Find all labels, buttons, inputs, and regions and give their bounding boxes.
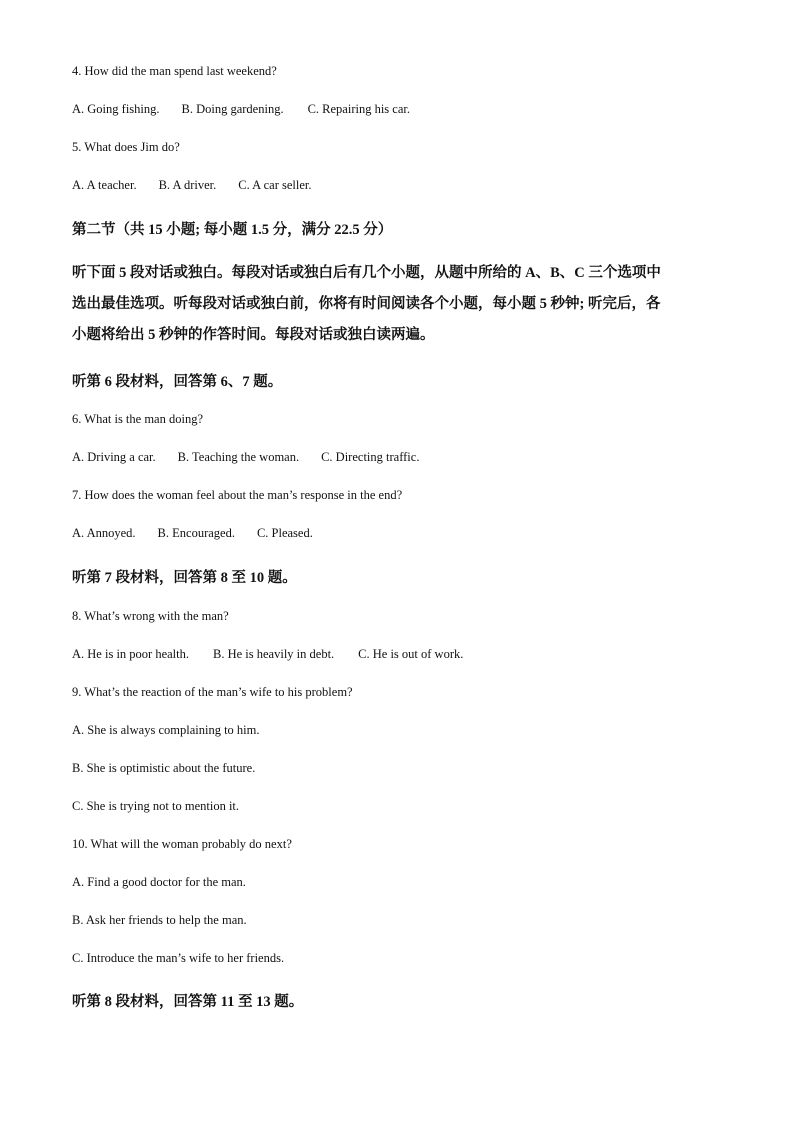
option-a: A. A teacher. xyxy=(72,178,137,192)
option-b: B. Doing gardening. xyxy=(181,102,284,116)
question-4-options xyxy=(72,102,410,117)
option-c: C. Pleased. xyxy=(256,526,313,540)
section-2-instructions xyxy=(72,258,724,351)
instructions-line-3: 小题将给出 5 秒钟的作答时间。每段对话或独白读两遍。 xyxy=(72,327,435,343)
question-4: 4. How did the man spend last weekend? xyxy=(72,64,277,78)
passage-7-heading: 听第 7 段材料，回答第 8 至 10 题。 xyxy=(72,570,297,586)
question-8-options xyxy=(72,647,463,662)
option-b: B. Encouraged. xyxy=(157,526,235,540)
question-10: 10. What will the woman probably do next? xyxy=(72,837,292,851)
question-7: 7. How does the woman feel about the man’s response in the end? xyxy=(72,488,403,502)
question-5-options xyxy=(72,178,311,193)
option-a: A. Annoyed. xyxy=(72,526,136,540)
option-a: A. Driving a car. xyxy=(72,450,156,464)
question-8: 8. What’s wrong with the man? xyxy=(72,609,229,623)
question-10-option-a: A. Find a good doctor for the man. xyxy=(72,875,246,889)
question-9: 9. What’s the reaction of the man’s wife to his problem? xyxy=(72,685,353,699)
option-c: C. He is out of work. xyxy=(358,647,464,661)
question-5: 5. What does Jim do? xyxy=(72,140,180,154)
option-b: B. He is heavily in debt. xyxy=(213,647,335,661)
question-10-option-c: C. Introduce the man’s wife to her friends. xyxy=(72,951,285,965)
option-a: A. Going fishing. xyxy=(72,102,160,116)
question-9-option-a: A. She is always complaining to him. xyxy=(72,723,260,737)
instructions-line-1: 听下面 5 段对话或独白。每段对话或独白后有几个小题，从题中所给的 A、B、C 三个选项中 xyxy=(72,265,661,281)
question-9-option-c: C. She is trying not to mention it. xyxy=(72,799,240,813)
question-6-options xyxy=(72,450,419,465)
question-6: 6. What is the man doing? xyxy=(72,412,203,426)
option-c: C. Directing traffic. xyxy=(321,450,420,464)
question-7-options xyxy=(72,526,313,541)
option-c: C. Repairing his car. xyxy=(307,102,410,116)
instructions-line-2: 选出最佳选项。听每段对话或独白前，你将有时间阅读各个小题，每小题 5 秒钟; 听完后，各 xyxy=(72,296,661,312)
option-c: C. A car seller. xyxy=(238,178,312,192)
question-9-option-b: B. She is optimistic about the future. xyxy=(72,761,256,775)
option-a: A. He is in poor health. xyxy=(72,647,189,661)
option-b: B. Teaching the woman. xyxy=(177,450,300,464)
passage-8-heading: 听第 8 段材料，回答第 11 至 13 题。 xyxy=(72,994,304,1010)
passage-6-heading: 听第 6 段材料，回答第 6、7 题。 xyxy=(72,374,283,390)
question-10-option-b: B. Ask her friends to help the man. xyxy=(72,913,247,927)
option-b: B. A driver. xyxy=(158,178,217,192)
section-2-title: 第二节（共 15 小题; 每小题 1.5 分，满分 22.5 分） xyxy=(72,222,393,238)
